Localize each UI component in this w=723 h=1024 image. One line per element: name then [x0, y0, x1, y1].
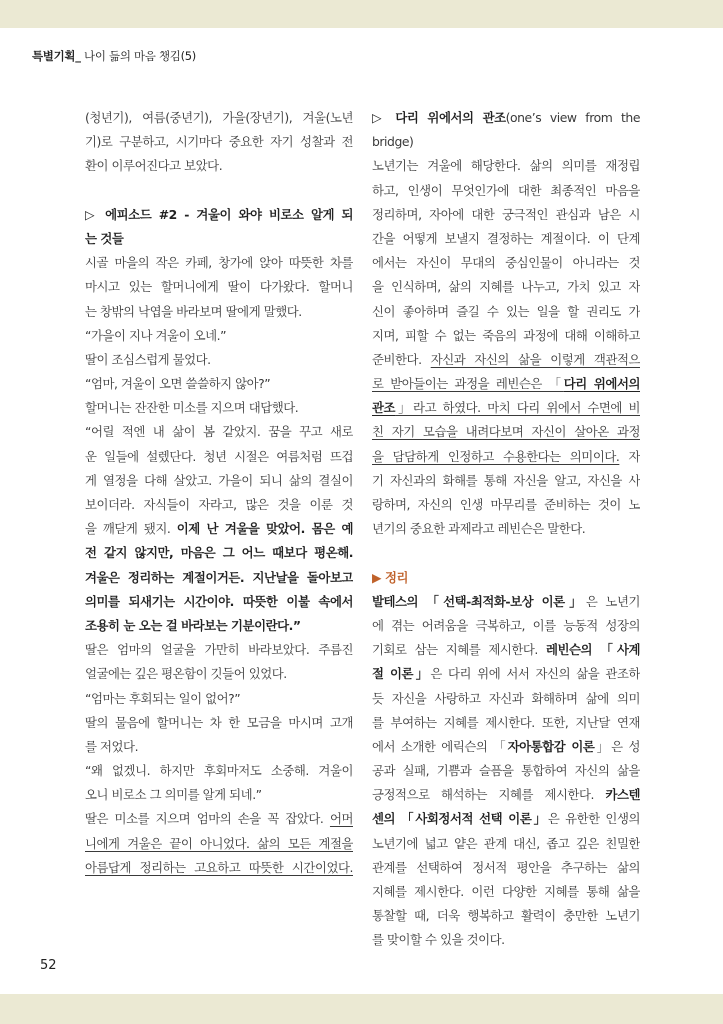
left-column-line: 할머니는 잔잔한 미소를 지으며 대답했다.: [85, 400, 299, 416]
left-column-line: (청년기), 여름(중년기), 가을(장년기), 겨울(노년: [85, 110, 353, 125]
right-column-line: [372, 396, 640, 420]
right-column: [372, 106, 640, 953]
left-column-text-run: 의미를 되새기는 시간이야. 따뜻한 이불 속에서: [85, 593, 353, 609]
right-column-text-run: 카스텐: [605, 787, 640, 803]
top-band: [0, 0, 723, 28]
header-title: 나이 듦의 마음 챙김(5): [84, 49, 196, 63]
left-column-line: 딸이 조심스럽게 물었다.: [85, 351, 211, 367]
left-column-line: 시골 마을의 작은 카페, 창가에 앉아 따뜻한 차를: [85, 255, 353, 271]
right-column-line: 랑하며, 자신의 인생 마무리를 준비하는 것이 노: [372, 497, 640, 512]
left-column-line: “왜 없겠니. 하지만 후회마저도 소중해. 겨울이: [85, 763, 353, 779]
left-column-spacer: [85, 179, 353, 203]
right-column-line: 에서는 자신이 무대의 중심인물이 아니라는 것: [372, 255, 640, 271]
left-column-line: 를 저었다.: [85, 738, 139, 754]
left-column-line: “어릴 적엔 내 삶이 봄 같았지. 꿈을 꾸고 새로: [85, 424, 353, 440]
right-column-spacer: [372, 541, 640, 565]
running-header: [32, 48, 196, 64]
right-column-line: [372, 348, 640, 372]
right-column-line: 지며, 피할 수 없는 죽음의 과정에 대해 이해하고: [372, 327, 640, 343]
left-column-line: 게 열정을 다해 살았고. 가을이 되니 삶의 결실이: [85, 472, 353, 488]
right-column-line: 노년기는 겨울에 해당한다. 삶의 의미를 재정립: [372, 158, 640, 174]
right-column-text-run: 」은 성: [594, 738, 640, 754]
right-column-line: 지혜를 제시한다. 이런 다양한 지혜를 통해 삶을: [372, 884, 640, 899]
right-column-text-run: 에서 소개한 에릭슨의 「: [372, 738, 508, 754]
right-column-text-run: 긍정적으로 해석하는 지혜를 제시한다.: [372, 787, 606, 803]
left-column: [85, 106, 353, 880]
right-column-line: [372, 638, 640, 662]
left-column-line: [85, 227, 353, 251]
right-column-line: 을 인식하며, 삶의 지혜를 나누고, 가치 있고 자: [372, 279, 640, 295]
left-column-line: [85, 517, 353, 541]
right-column-text-run: 은 유한한 인생의: [547, 811, 640, 827]
left-column-line: [85, 566, 353, 590]
left-column-text-run: 아름답게 정리하는 고요하고 따뜻한 시간이었다.: [85, 859, 353, 875]
right-column-line: [372, 783, 640, 807]
left-column-line: 환이 이루어진다고 보았다.: [85, 158, 223, 174]
left-column-line: 기)로 구분하고, 시기마다 중요한 자기 성찰과 전: [85, 134, 353, 150]
right-column-text-run: (one’s view from the: [505, 110, 640, 125]
right-column-line: 기 자신과의 화해를 통해 자신을 알고, 자신을 사: [372, 472, 640, 488]
right-column-line: 에 겪는 어려움을 극복하고, 이를 능동적 성장의: [372, 617, 640, 633]
right-column-line: 를 맞이할 수 있을 것이다.: [372, 932, 505, 948]
right-column-text-run: 다리 위에서의: [563, 376, 640, 392]
left-column-text-run: 니에게 겨울은 끝이 아니었다. 삶의 모든 계절을: [85, 835, 353, 851]
left-column-line: [85, 614, 353, 638]
left-column-line: 얼굴에는 깊은 평온함이 깃들어 있었다.: [85, 666, 287, 682]
right-column-text-run: 절 이론」: [372, 666, 431, 682]
right-column-line: [372, 590, 640, 614]
right-column-text-run: 자신과 자신의 삶을 이렇게 객관적으: [430, 351, 640, 367]
header-section-label: 특별기획_: [32, 49, 81, 63]
left-column-text-run: ▷ 에피소드 #2 - 겨울이 와야 비로소 알게 되: [85, 206, 353, 222]
right-column-text-run: 기회로 삼는 지혜를 제시한다.: [372, 642, 546, 658]
left-column-text-run: 어머: [329, 811, 353, 827]
left-column-line: “엄마, 겨울이 오면 쓸쓸하지 않아?”: [85, 376, 271, 392]
right-column-line: [372, 420, 640, 444]
right-column-line: 공과 실패, 기쁨과 슬픔을 통합하여 자신의 삶을: [372, 763, 640, 779]
right-column-line: 를 부여하는 지혜를 제시한다. 또한, 지난달 연재: [372, 714, 640, 730]
right-column-line: 노년기에 넓고 얕은 관계 대신, 좁고 깊은 친밀한: [372, 835, 640, 851]
left-column-line: [85, 203, 353, 227]
right-column-text-run: 발테스의 「선택-최적화-보상 이론」: [372, 593, 586, 609]
left-column-line: 보이더라. 자식들이 자라고, 많은 것을 이룬 것: [85, 497, 353, 512]
left-column-line: [85, 807, 353, 831]
right-column-line: [372, 372, 640, 396]
right-column-line: 관계를 선택하여 정서적 평안을 추구하는 삶의: [372, 859, 640, 875]
left-column-line: [85, 856, 353, 880]
right-column-text-run: 」라고 하였다. 마치 다리 위에서 수면에 비: [395, 400, 640, 416]
right-column-text-run: 친 자기 모습을 내려다보며 자신이 살아온 과정: [372, 424, 640, 440]
summary-heading: ▶ 정리: [372, 569, 408, 585]
right-column-text-run: 준비한다.: [372, 351, 431, 367]
right-column-text-run: 을 담담하게 인정하고 수용한다는 의미이다.: [372, 448, 620, 464]
right-column-line: bridge): [372, 134, 414, 150]
left-column-line: 운 일들에 설렜단다. 청년 시절은 여름처럼 뜨겁: [85, 448, 353, 464]
left-column-line: 는 창밖의 낙엽을 바라보며 딸에게 말했다.: [85, 303, 302, 319]
left-column-line: 딸은 엄마의 얼굴을 가만히 바라보았다. 주름진: [85, 642, 353, 658]
left-column-line: 마시고 있는 할머니에게 딸이 다가왔다. 할머니: [85, 279, 353, 295]
right-column-text-run: 레빈슨의 「사계: [545, 642, 640, 658]
right-column-text-run: 자아통합감 이론: [507, 738, 595, 754]
left-column-line: 오니 비로소 그 의미를 알게 되네.”: [85, 787, 262, 803]
right-column-line: [372, 106, 640, 130]
right-column-text-run: ▷ 다리 위에서의 관조: [372, 110, 506, 125]
right-column-line: 정리하며, 자아에 대한 궁극적인 관심과 남은 시: [372, 206, 640, 222]
right-column-text-run: 로 받아들이는 과정을 레빈슨은 「: [372, 376, 564, 392]
right-column-line: 신이 좋아하며 즐길 수 있는 일을 할 권리도 가: [372, 303, 640, 319]
left-column-text-run: 는 것들: [85, 230, 124, 246]
right-column-line: 년기의 중요한 과제라고 레빈슨은 말한다.: [372, 521, 586, 537]
right-column-line: 통찰할 때, 더욱 행복하고 활력이 충만한 노년기: [372, 908, 640, 924]
right-column-line: 듯 자신을 사랑하고 자신과 화해하며 삶에 의미: [372, 690, 640, 706]
right-column-text-run: 관조: [372, 400, 396, 416]
bottom-band: [0, 994, 723, 1024]
left-column-text-run: 딸은 미소를 지으며 엄마의 손을 꼭 잡았다.: [85, 811, 330, 827]
left-column-text-run: 겨울은 정리하는 계절이거든. 지난날을 돌아보고: [85, 569, 353, 585]
right-column-text-run: 자: [619, 448, 640, 464]
right-column-line: [372, 445, 640, 469]
right-column-line: 간을 어떻게 보낼지 결정하는 계절이다. 이 단계: [372, 230, 640, 246]
right-column-line: 하고, 인생이 무엇인가에 대한 최종적인 마음을: [372, 182, 640, 198]
right-column-text-run: 은 노년기: [585, 593, 640, 609]
right-column-line: [372, 662, 640, 686]
left-column-text-run: 이제 난 겨울을 맞았어. 몸은 예: [176, 521, 353, 537]
right-column-text-run: 은 다리 위에 서서 자신의 삶을 관조하: [430, 666, 640, 682]
page-number: 52: [40, 958, 57, 973]
left-column-line: [85, 832, 353, 856]
left-column-text-run: 전 같지 않지만, 마음은 그 어느 때보다 평온해.: [85, 545, 353, 561]
right-column-line: [372, 735, 640, 759]
right-column-text-run: 센의 「사회정서적 선택 이론」: [372, 811, 548, 827]
left-column-line: [85, 541, 353, 565]
left-column-line: [85, 590, 353, 614]
left-column-text-run: 조용히 눈 오는 걸 바라보는 기분이란다.”: [85, 617, 301, 633]
left-column-line: 딸의 물음에 할머니는 차 한 모금을 마시며 고개: [85, 714, 353, 730]
right-column-line: [372, 807, 640, 831]
left-column-text-run: 을 깨닫게 됐지.: [85, 521, 177, 537]
left-column-line: “엄마는 후회되는 일이 없어?”: [85, 690, 241, 706]
right-column-line: [372, 566, 640, 590]
left-column-line: “가을이 지나 겨울이 오네.”: [85, 327, 227, 343]
